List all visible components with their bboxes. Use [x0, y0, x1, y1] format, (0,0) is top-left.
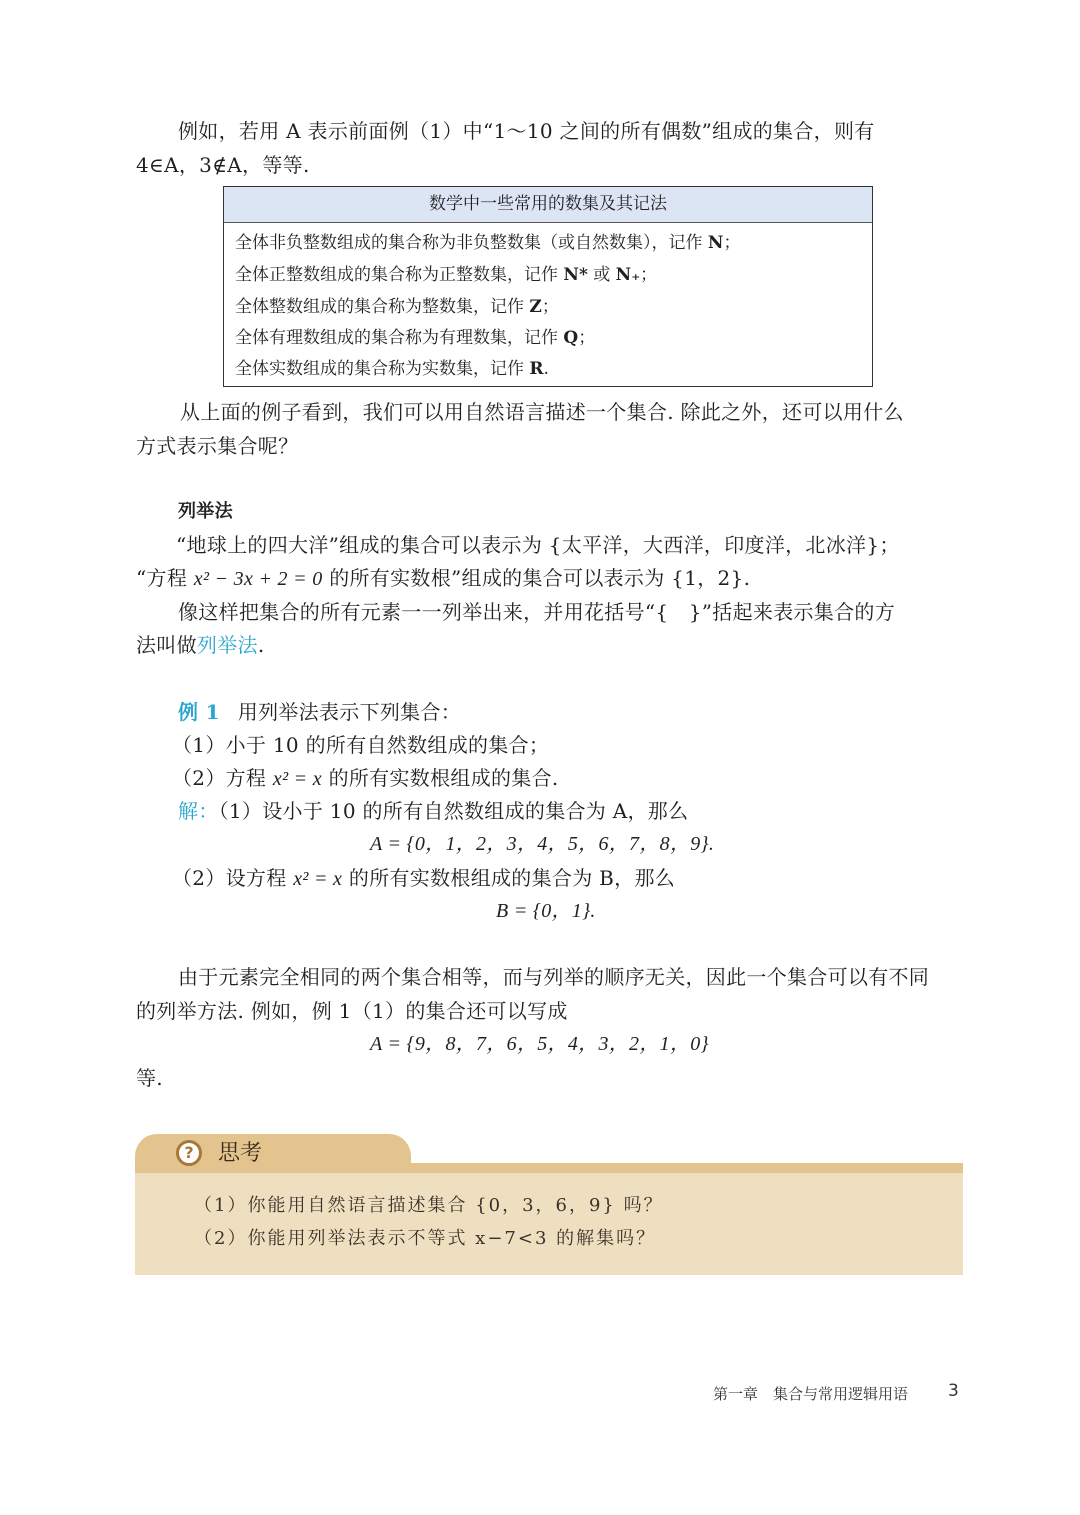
table-row [235, 357, 549, 381]
table-row [235, 295, 559, 319]
section-heading: 列举法 [178, 501, 233, 522]
solution-eq-2: B = {0，1}. [496, 900, 596, 922]
example-label: 例 1 [178, 700, 220, 724]
question-icon: ? [176, 1140, 202, 1166]
number-sets-table [223, 186, 873, 387]
para3-line-1: 由于元素完全相同的两个集合相等，而与列举的顺序无关，因此一个集合可以有不同 [178, 965, 930, 989]
text: （2）方程 [172, 766, 273, 790]
text: （2）设方程 [172, 866, 294, 890]
intro-line-2: 4∈A，3∉A，等等. [136, 153, 310, 177]
listing-line-4 [136, 631, 264, 659]
row-end: ； [723, 233, 741, 253]
row-text: 全体整数组成的集合称为整数集，记作 [235, 297, 530, 317]
set-symbol: Z [529, 297, 542, 317]
page-number: 3 [948, 1381, 959, 1401]
chapter-title: 第一章 集合与常用逻辑用语 [713, 1385, 909, 1403]
set-symbol: N [707, 233, 724, 253]
row-text: 全体正整数组成的集合称为正整数集，记作 [235, 265, 564, 285]
table-row [235, 263, 657, 287]
table-row [235, 231, 740, 255]
text: 的所有实数根组成的集合为 B，那么 [342, 866, 676, 890]
row-text: 全体非负整数组成的集合称为非负整数集（或自然数集），记作 [235, 233, 708, 253]
think-title: 思考 [218, 1141, 263, 1166]
text: “方程 [136, 566, 194, 590]
think-question-1: （1）你能用自然语言描述集合 {0，3，6，9} 吗？ [194, 1195, 664, 1216]
set-symbol: N* [563, 265, 588, 285]
para3-line-2: 的列举方法. 例如，例 1（1）的集合还可以写成 [136, 999, 568, 1023]
intro-line-1: 例如，若用 A 表示前面例（1）中“1～10 之间的所有偶数”组成的集合，则有 [178, 119, 875, 143]
set-symbol: Q [563, 328, 579, 348]
listing-line-3: 像这样把集合的所有元素一一列举出来，并用花括号“{ }”括起来表示集合的方 [178, 600, 895, 624]
text: 的所有实数根组成的集合. [321, 766, 559, 790]
example-prompt: 用列举法表示下列集合： [237, 700, 462, 724]
row-end: ； [541, 297, 559, 317]
solution-line-1 [178, 797, 688, 825]
row-mid: 或 [587, 265, 616, 285]
listing-line-1: “地球上的四大洋”组成的集合可以表示为 {太平洋，大西洋，印度洋，北冰洋}； [176, 533, 900, 557]
para3-line-3: 等. [136, 1066, 163, 1090]
para2-line-1: 从上面的例子看到，我们可以用自然语言描述一个集合. 除此之外，还可以用什么 [180, 400, 904, 424]
example-q2 [172, 764, 559, 793]
row-end: ； [640, 265, 658, 285]
text: 的所有实数根”组成的集合可以表示为 {1，2}. [322, 566, 751, 590]
table-row [235, 326, 595, 350]
para3-equation: A = {9，8，7，6，5，4，3，2，1，0} [370, 1033, 709, 1055]
equation: x² − 3x + 2 = 0 [193, 568, 323, 590]
row-end: ； [578, 328, 596, 348]
equation: x² = x [272, 768, 322, 790]
set-symbol: R [529, 359, 544, 379]
table-title: 数学中一些常用的数集及其记法 [224, 187, 872, 223]
row-end: . [543, 359, 549, 379]
text: . [257, 633, 265, 657]
listing-line-2 [136, 564, 750, 593]
para2-line-2: 方式表示集合呢？ [136, 434, 299, 458]
example-q1: （1）小于 10 的所有自然数组成的集合； [172, 733, 550, 757]
example-header [178, 698, 461, 726]
text: （1）设小于 10 的所有自然数组成的集合为 A，那么 [218, 799, 689, 823]
row-text: 全体有理数组成的集合称为有理数集，记作 [235, 328, 564, 348]
key-term: 列举法 [196, 633, 258, 657]
set-symbol: N₊ [615, 265, 641, 285]
think-question-2: （2）你能用列举法表示不等式 x−7<3 的解集吗？ [194, 1228, 657, 1249]
solution-eq-1: A = {0，1，2，3，4，5，6，7，8，9}. [370, 833, 715, 855]
equation: x² = x [293, 868, 343, 890]
row-text: 全体实数组成的集合称为实数集，记作 [235, 359, 530, 379]
solution-label: 解： [178, 799, 219, 823]
text: 法叫做 [136, 633, 197, 657]
think-box [135, 1173, 963, 1275]
solution-line-2 [172, 864, 675, 893]
